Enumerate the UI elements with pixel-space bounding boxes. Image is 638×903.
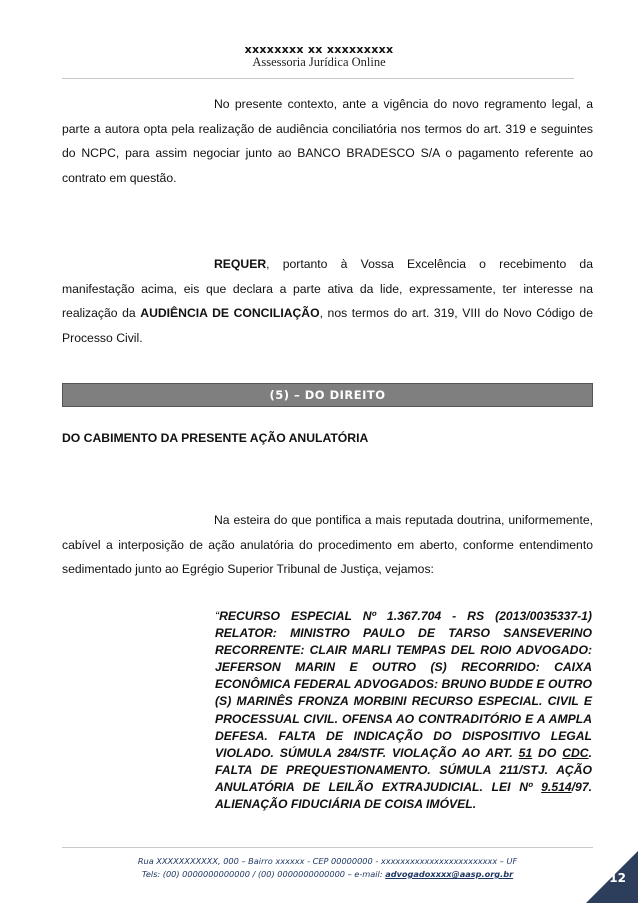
document-footer (62, 855, 593, 881)
footer-divider (62, 847, 593, 848)
case-law-quote (215, 608, 592, 813)
paragraph-doctrine (62, 508, 593, 582)
link-lei-9514[interactable]: 9.514 (541, 779, 572, 794)
header-office-name: xxxxxxxx xx xxxxxxxxx (244, 43, 394, 56)
paragraph-context (62, 92, 593, 190)
footer-contact (62, 868, 593, 881)
quote-text-3: . FALTA DE PREQUESTIONAMENTO. SÚMULA 211/STJ. AÇÃO ANULATÓRIA DE LEILÃO EXTRAJUDICIAL. LEI Nº (215, 745, 592, 794)
requer-text-a: , portanto à Vossa Excelência o recebimento da manifestação acima, eis que declara a parte ativa da lide, expressamente, ter interesse na realização da (62, 257, 593, 320)
link-cdc[interactable]: CDC (562, 745, 589, 760)
quote-text-1: RECURSO ESPECIAL Nº 1.367.704 - RS (2013/0035337-1) RELATOR: MINISTRO PAULO DE TARSO SANSEVERINO RECORRENTE: CLAIR MARLI TEMPAS DEL ROIO ADVOGADO: JEFERSON MARIN E OUTRO (S) RECORRIDO: CAIXA ECONÔMICA FEDERAL ADVOGADOS: BRUNO BUDDE E OUTRO (S) MARINÊS FRONZA MORBINI RECURSO ESPECIAL. CIVIL E PROCESSUAL CIVIL. OFENSA AO CONTRADITÓRIO E A AMPLA DEFESA. FALTA DE INDICAÇÃO DO DISPOSITIVO LEGAL VIOLADO. SÚMULA 284/STF. VIOLAÇÃO AO ART. (215, 609, 592, 760)
page-number: 12 (609, 871, 626, 885)
requer-bold: REQUER (214, 257, 267, 271)
paragraph-requer (62, 252, 593, 350)
paragraph-doctrine-text: Na esteira do que pontifica a mais reputada doutrina, uniformemente, cabível a interposição de ação anulatória do procedimento em aberto, conforme entendimento sedimentado junto ao Egrégio Superior Tribunal de Justiça, vejamos: (62, 513, 593, 576)
link-art-51[interactable]: 51 (518, 745, 533, 760)
header-subtitle: Assessoria Jurídica Online (252, 55, 386, 69)
header-divider (62, 78, 574, 79)
requer-text-b: , nos termos do art. 319, VIII do Novo Código de Processo Civil. (62, 306, 593, 345)
footer-address: Rua XXXXXXXXXXX, 000 – Bairro xxxxxx - CEP 00000000 - xxxxxxxxxxxxxxxxxxxxxxxx – UF (137, 856, 518, 866)
quote-text-4: /97. ALIENAÇÃO FIDUCIÁRIA DE COISA IMÓVEL. (215, 779, 592, 812)
quote-open-mark: “ (215, 609, 220, 623)
audiencia-bold: AUDIÊNCIA DE CONCILIAÇÃO (140, 306, 320, 320)
section-subheading: DO CABIMENTO DA PRESENTE AÇÃO ANULATÓRIA (62, 431, 369, 445)
paragraph-context-text: No presente contexto, ante a vigência do novo regramento legal, a parte a autora opta pela realização de audiência conciliatória nos termos do art. 319 e seguintes do NCPC, para assim negociar junto ao BANCO BRADESCO S/A o pagamento referente ao contrato em questão. (62, 97, 593, 185)
footer-phones: Tels: (00) 0000000000000 / (00) 0000000000000 – e-mail: (141, 869, 386, 879)
document-header (0, 44, 638, 69)
section-title-bar: (5) – DO DIREITO (62, 383, 593, 407)
quote-text-2: DO (532, 745, 563, 760)
footer-email-link[interactable]: advogadoxxxx@aasp.org.br (385, 869, 514, 879)
